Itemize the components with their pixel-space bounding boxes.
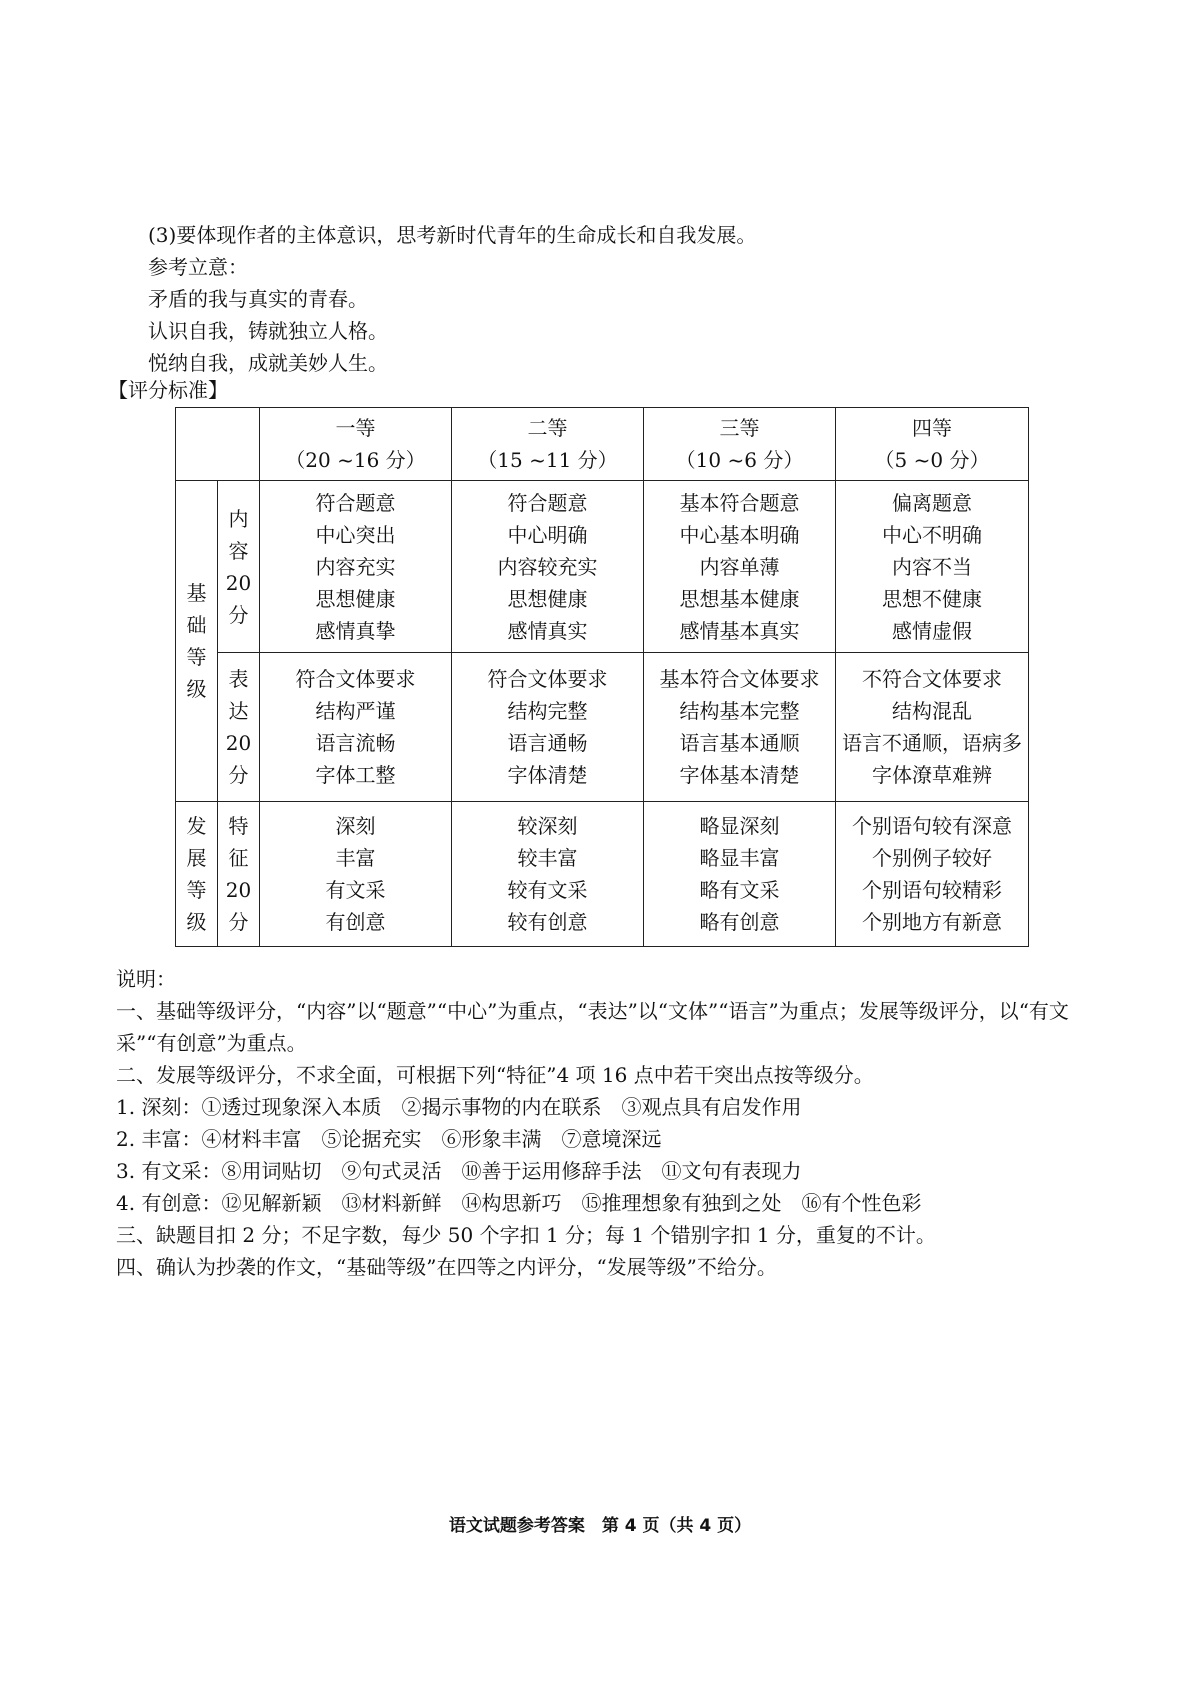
cell-line: 中心基本明确 [679, 522, 800, 547]
cell-line: 语言基本通顺 [679, 731, 800, 755]
cell-line: 内容充实 [315, 554, 396, 579]
cell-line: 中心不明确 [882, 522, 982, 547]
cell-line: 感情虚假 [892, 618, 972, 643]
table-row-expression [176, 653, 1029, 802]
note-line: 一、基础等级评分，“内容”以“题意”“中心”为重点，“表达”以“文体”“语言”为重点；发展等级评分，以“有文 [116, 999, 1069, 1023]
cell-line: 感情真挚 [315, 618, 396, 643]
grade-range: （20 ~16 分） [285, 448, 426, 472]
notes-title: 说明： [116, 967, 176, 991]
cell-line: 字体工整 [315, 763, 396, 787]
table-cell [260, 653, 452, 802]
row-label-content [218, 481, 260, 653]
row-label-char: 20 [225, 878, 252, 902]
group-char: 级 [186, 677, 207, 701]
cell-line: 较有文采 [507, 878, 588, 902]
header-grade-1 [260, 408, 452, 481]
cell-line: 思想基本健康 [679, 586, 800, 611]
row-label-expression [218, 653, 260, 802]
cell-line: 字体潦草难辨 [872, 763, 992, 787]
cell-line: 语言流畅 [315, 731, 396, 755]
group-char: 等 [186, 878, 207, 902]
row-label-char: 20 [225, 570, 252, 595]
cell-line: 略显丰富 [699, 846, 780, 870]
note-line: 1. 深刻：①透过现象深入本质 ②揭示事物的内在联系 ③观点具有启发作用 [116, 1095, 802, 1119]
cell-line: 语言不通顺，语病多 [842, 731, 1022, 755]
table-cell [260, 481, 452, 653]
cell-line: 符合文体要求 [487, 667, 608, 691]
header-grade-2 [452, 408, 644, 481]
header-grade-3 [644, 408, 836, 481]
cell-line: 符合题意 [507, 490, 588, 515]
intro-line: (3)要体现作者的主体意识，思考新时代青年的生命成长和自我发展。 [148, 223, 757, 247]
group-char: 级 [186, 910, 207, 934]
cell-line: 较深刻 [517, 814, 578, 838]
note-line: 2. 丰富：④材料丰富 ⑤论据充实 ⑥形象丰满 ⑦意境深远 [116, 1127, 662, 1151]
row-label-char: 特 [228, 814, 249, 838]
page-footer: 语文试题参考答案 第 4 页（共 4 页） [448, 1516, 752, 1536]
grade-range: （5 ~0 分） [874, 448, 990, 472]
cell-line: 有文采 [325, 878, 386, 902]
group-basic-label [176, 481, 218, 802]
cell-line: 个别语句较有深意 [852, 814, 1012, 838]
row-label-char: 表 [228, 667, 249, 691]
cell-line: 深刻 [335, 814, 376, 838]
reference-item: 悦纳自我，成就美妙人生。 [148, 351, 388, 375]
cell-line: 结构完整 [507, 699, 588, 723]
cell-line: 结构混乱 [892, 699, 972, 723]
cell-line: 偏离题意 [892, 490, 972, 515]
cell-line: 基本符合文体要求 [659, 667, 820, 691]
cell-line: 符合文体要求 [295, 667, 416, 691]
cell-line: 内容单薄 [699, 554, 780, 579]
row-label-char: 达 [228, 699, 249, 723]
table-cell [644, 481, 836, 653]
table-row-feature [176, 802, 1029, 947]
group-char: 发 [186, 814, 207, 838]
cell-line: 个别地方有新意 [862, 910, 1002, 934]
cell-line: 较丰富 [517, 846, 578, 870]
note-line: 采”“有创意”为重点。 [116, 1031, 307, 1055]
cell-line: 结构严谨 [315, 699, 396, 723]
cell-line: 思想不健康 [882, 586, 982, 611]
cell-line: 不符合文体要求 [862, 667, 1002, 691]
cell-line: 字体清楚 [507, 763, 588, 787]
cell-line: 内容不当 [892, 554, 972, 579]
cell-line: 思想健康 [315, 586, 396, 611]
cell-line: 略有创意 [699, 910, 780, 934]
table-cell [644, 653, 836, 802]
note-line: 二、发展等级评分，不求全面，可根据下列“特征”4 项 16 点中若干突出点按等级分。 [116, 1063, 874, 1087]
grade-label: 二等 [527, 416, 568, 440]
group-char: 展 [186, 846, 207, 870]
table-cell [836, 653, 1029, 802]
group-develop-label [176, 802, 218, 947]
table-cell [452, 653, 644, 802]
grade-label: 三等 [719, 416, 760, 440]
cell-line: 较有创意 [507, 910, 588, 934]
scoring-table [175, 407, 1029, 947]
cell-line: 中心突出 [315, 522, 396, 547]
cell-line: 丰富 [335, 846, 376, 870]
row-label-char: 分 [228, 602, 249, 627]
cell-line: 个别例子较好 [872, 846, 992, 870]
cell-line: 略有文采 [699, 878, 780, 902]
grade-range: （15 ~11 分） [477, 448, 618, 472]
cell-line: 有创意 [325, 910, 386, 934]
table-cell [260, 802, 452, 947]
row-label-char: 分 [228, 763, 249, 787]
group-char: 等 [186, 645, 207, 669]
row-label-char: 分 [228, 910, 249, 934]
grade-label: 四等 [912, 416, 952, 440]
table-cell [644, 802, 836, 947]
cell-line: 基本符合题意 [679, 490, 800, 515]
note-line: 四、确认为抄袭的作文，“基础等级”在四等之内评分，“发展等级”不给分。 [116, 1255, 777, 1279]
cell-line: 感情真实 [507, 618, 588, 643]
row-label-char: 容 [228, 538, 249, 563]
row-label-char: 征 [228, 846, 249, 870]
cell-line: 结构基本完整 [679, 699, 800, 723]
corner-cell [176, 408, 260, 481]
header-grade-4 [836, 408, 1029, 481]
cell-line: 内容较充实 [497, 554, 598, 579]
note-line: 3. 有文采：⑧用词贴切 ⑨句式灵活 ⑩善于运用修辞手法 ⑪文句有表现力 [116, 1159, 802, 1183]
reference-title: 参考立意： [148, 255, 248, 279]
table-cell [452, 481, 644, 653]
note-line: 三、缺题目扣 2 分；不足字数，每少 50 个字扣 1 分；每 1 个错别字扣 1 分，重复的不计。 [116, 1223, 936, 1247]
table-header-row [176, 408, 1029, 481]
row-label-feature [218, 802, 260, 947]
table-cell [836, 802, 1029, 947]
reference-item: 认识自我，铸就独立人格。 [148, 319, 388, 343]
cell-line: 符合题意 [315, 490, 396, 515]
grade-label: 一等 [335, 416, 376, 440]
group-char: 基 [186, 581, 207, 605]
table-row-content [176, 481, 1029, 653]
cell-line: 语言通畅 [507, 731, 588, 755]
cell-line: 感情基本真实 [679, 618, 800, 643]
note-line: 4. 有创意：⑫见解新颖 ⑬材料新鲜 ⑭构思新巧 ⑮推理想象有独到之处 ⑯有个性色彩 [116, 1191, 922, 1215]
grade-range: （10 ~6 分） [675, 448, 804, 472]
table-cell [836, 481, 1029, 653]
row-label-char: 20 [225, 731, 252, 755]
cell-line: 思想健康 [507, 586, 588, 611]
table-cell [452, 802, 644, 947]
cell-line: 略显深刻 [699, 814, 780, 838]
reference-item: 矛盾的我与真实的青春。 [148, 287, 368, 311]
row-label-char: 内 [228, 506, 249, 531]
cell-line: 个别语句较精彩 [862, 878, 1002, 902]
cell-line: 字体基本清楚 [679, 763, 800, 787]
group-char: 础 [186, 613, 207, 637]
section-title: 【评分标准】 [108, 378, 228, 402]
cell-line: 中心明确 [507, 522, 588, 547]
